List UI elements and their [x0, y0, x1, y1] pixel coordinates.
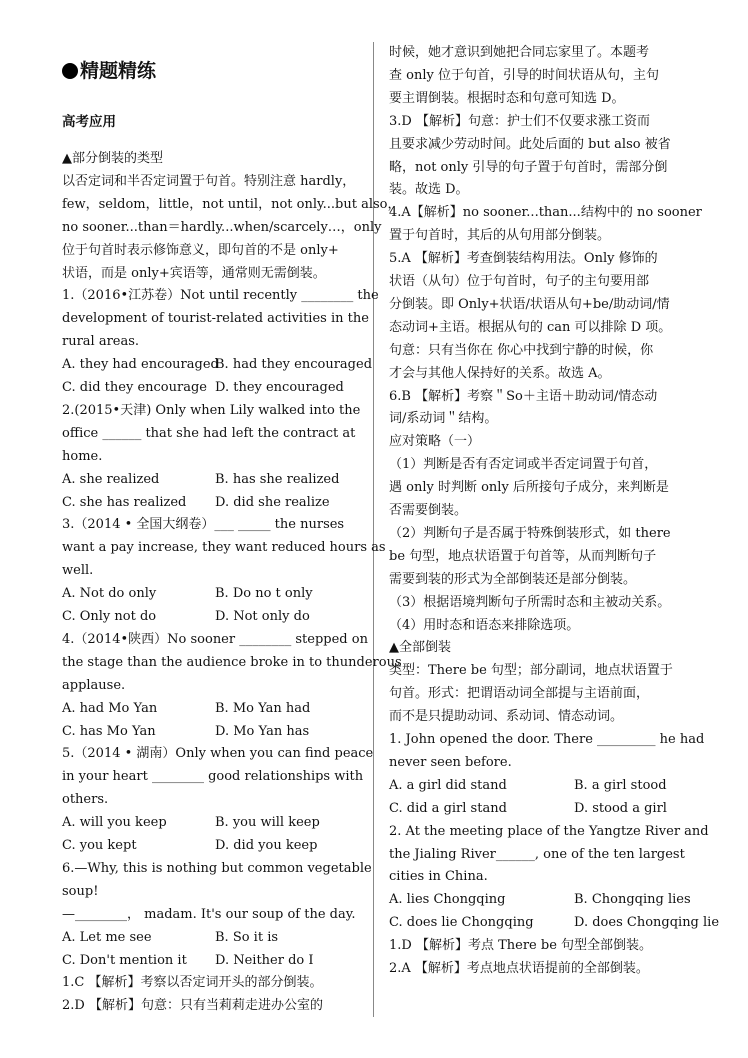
text-line: （3）根据语境判断句子所需时态和主被动关系。: [389, 594, 671, 610]
answer-option: A. will you keep: [62, 815, 167, 831]
text-line: 以否定词和半否定词置于句首。特别注意 hardly，: [62, 173, 356, 189]
text-line: cities in China.: [389, 869, 488, 885]
text-line: want a pay increase, they want reduced hours as: [62, 540, 386, 556]
text-line: 位于句首时表示修饰意义，即句首的不是 only+: [62, 242, 339, 258]
text-line: 置于句首时，其后的从句用部分倒装。: [389, 228, 611, 244]
text-line: applause.: [62, 677, 126, 693]
text-line: 4.A【解析】no sooner...than...结构中的 no sooner: [389, 205, 702, 221]
text-line: well.: [62, 563, 94, 579]
text-line: 要主谓倒装。根据时态和句意可知选 D。: [389, 90, 625, 106]
text-line: 应对策略（一）: [389, 434, 481, 450]
text-line: 而不是只提助动词、系动词、情态动词。: [389, 709, 624, 725]
answer-option: B. you will keep: [215, 815, 320, 831]
answer-option: C. she has realized: [62, 494, 187, 510]
answer-option: B. a girl stood: [574, 777, 667, 793]
text-line: 3.D 【解析】句意：护士们不仅要求涨工资而: [389, 113, 650, 129]
text-line: ▲全部倒装: [389, 640, 451, 656]
text-line: 1.D 【解析】考点 There be 句型全部倒装。: [389, 938, 653, 954]
text-line: 句首。形式：把谓语动词全部提与主语前面，: [389, 686, 650, 702]
answer-option: D. stood a girl: [574, 800, 667, 816]
text-line: 态动词+主语。根据从句的 can 可以排除 D 项。: [389, 319, 672, 335]
answer-option: A. Not do only: [62, 586, 157, 602]
answer-option: B. Mo Yan had: [215, 700, 311, 716]
column-divider: [373, 42, 374, 1017]
answer-option: D. Not only do: [215, 609, 310, 624]
text-line: no sooner...than＝hardly...when/scarcely…，only: [62, 219, 382, 235]
text-line: 1. John opened the door. There _________ he had: [389, 732, 705, 747]
text-line: rural areas.: [62, 334, 140, 350]
answer-option: C. does lie Chongqing: [389, 915, 534, 931]
answer-option: D. did she realize: [215, 494, 330, 510]
text-line: ▲部分倒装的类型: [62, 151, 163, 166]
answer-option: D. Mo Yan has: [215, 723, 310, 739]
answer-option: A. they had encouraged: [62, 357, 219, 373]
text-line: development of tourist-related activities in the: [62, 311, 369, 327]
section-subtitle: 高考应用: [62, 114, 116, 130]
text-line: 时候，她才意识到她把合同忘家里了。本题考: [389, 45, 650, 60]
text-line: be 句型，地点状语置于句首等，从而判断句子: [389, 548, 657, 564]
text-line: 且要求减少劳动时间。此处后面的 but also 被省: [389, 136, 671, 152]
answer-option: D. Neither do I: [215, 952, 314, 968]
text-line: soup!: [62, 883, 99, 899]
answer-option: B. Chongqing lies: [574, 892, 691, 908]
bullet-icon: [62, 63, 78, 79]
text-line: （4）用时态和语态来排除选项。: [389, 617, 580, 633]
answer-option: A. lies Chongqing: [389, 892, 506, 908]
text-line: 6.—Why, this is nothing but common vegetable: [62, 860, 372, 876]
text-line: 分倒装。即 Only+状语/状语从句+be/助动词/情: [389, 296, 670, 312]
text-line: （2）判断句子是否属于特殊倒装形式，如 there: [389, 525, 671, 541]
text-line: 6.B 【解析】考察＂So＋主语＋助动词/情态动: [389, 388, 658, 404]
text-line: 3.（2014 • 全国大纲卷）___ _____ the nurses: [62, 517, 345, 533]
answer-option: D. does Chongqing lie: [574, 915, 720, 931]
text-line: 4.（2014•陕西）No sooner ________ stepped on: [62, 631, 368, 647]
text-line: 装。故选 D。: [389, 182, 469, 198]
text-line: 2.(2015•天津) Only when Lily walked into the: [62, 402, 361, 418]
answer-option: A. Let me see: [62, 929, 152, 945]
answer-option: B. So it is: [215, 929, 279, 945]
text-line: 词/系动词＂结构。: [389, 411, 498, 427]
section-title-text: 精题精练: [80, 60, 157, 82]
text-line: the Jialing River______, one of the ten largest: [389, 846, 685, 862]
answer-option: C. did a girl stand: [389, 800, 507, 816]
text-line: 1.（2016•江苏卷）Not until recently ________ the: [62, 288, 379, 304]
text-line: 2.D 【解析】句意：只有当莉莉走进办公室的: [62, 998, 323, 1014]
text-line: 2. At the meeting place of the Yangtze River and: [389, 823, 709, 839]
text-line: the stage than the audience broke in to thunderous: [62, 654, 402, 670]
text-line: 才会与其他人保持好的关系。故选 A。: [389, 365, 611, 381]
answer-option: C. did they encourage: [62, 380, 207, 395]
answer-option: B. has she realized: [215, 471, 340, 487]
answer-option: D. they encouraged: [215, 380, 344, 395]
text-line: 5.（2014 • 湖南）Only when you can find peace: [62, 746, 374, 762]
text-line: （1）判断是否有否定词或半否定词置于句首，: [389, 457, 658, 473]
text-line: few，seldom，little，not until，not only...but also，: [62, 196, 401, 212]
text-line: 查 only 位于句首，引导的时间状语从句，主句: [389, 67, 659, 83]
text-line: 遇 only 时判断 only 后所接句子成分，来判断是: [389, 480, 669, 496]
text-line: 1.C 【解析】考察以否定词开头的部分倒装。: [62, 975, 323, 991]
answer-option: B. had they encouraged: [215, 357, 373, 373]
text-line: 否需要倒装。: [389, 503, 468, 518]
text-line: never seen before.: [389, 754, 512, 770]
text-line: 句意：只有当你在 你心中找到宁静的时候，你: [389, 342, 654, 358]
text-line: 状语，而是 only+宾语等，通常则无需倒装。: [62, 265, 326, 281]
section-title: [62, 56, 156, 83]
answer-option: C. Only not do: [62, 609, 157, 624]
answer-option: C. Don't mention it: [62, 952, 187, 968]
text-line: 2.A 【解析】考点地点状语提前的全部倒装。: [389, 961, 649, 976]
text-line: 需要到装的形式为全部倒装还是部分倒装。: [389, 571, 637, 587]
text-line: others.: [62, 792, 109, 808]
answer-option: B. Do no t only: [215, 586, 313, 602]
text-line: 略，not only 引导的句子置于句首时，需部分倒: [389, 159, 668, 175]
answer-option: A. had Mo Yan: [62, 700, 158, 716]
answer-option: A. a girl did stand: [389, 777, 507, 793]
text-line: 类型：There be 句型；部分副词，地点状语置于: [389, 663, 673, 679]
text-line: 5.A 【解析】考查倒装结构用法。Only 修饰的: [389, 251, 658, 267]
text-line: office ______ that she had left the contract at: [62, 425, 356, 441]
text-line: —________， madam. It's our soup of the day.: [62, 906, 356, 922]
answer-option: A. she realized: [62, 471, 160, 487]
answer-option: D. did you keep: [215, 838, 318, 853]
answer-option: C. has Mo Yan: [62, 723, 156, 739]
text-line: 状语（从句）位于句首时，句子的主句要用部: [389, 274, 650, 289]
text-line: in your heart ________ good relationships with: [62, 769, 364, 785]
answer-option: C. you kept: [62, 838, 137, 853]
text-line: home.: [62, 448, 103, 464]
